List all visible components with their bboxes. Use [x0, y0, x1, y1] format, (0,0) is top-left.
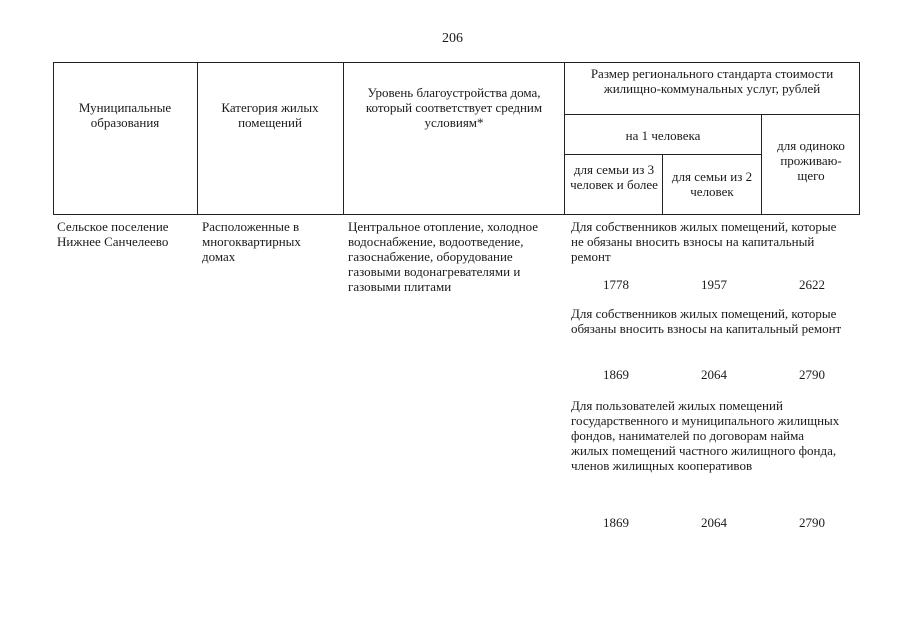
col-line-2	[343, 62, 344, 215]
group-1-value-family3: 1778	[603, 277, 629, 292]
row-category: Расположенные в многоквартирных домах	[202, 219, 301, 264]
col-line-5	[761, 114, 762, 215]
per-person-divider	[564, 114, 860, 115]
col-line-4	[662, 154, 663, 215]
group-2-value-family3: 1869	[603, 367, 629, 382]
header-per-person: на 1 человека	[625, 128, 701, 143]
group-1-label: Для собственников жилых помещений, которые не обязаны вносить взносы на капитальный ремонт	[571, 219, 837, 264]
header-family2: для семьи из 2 человек	[671, 169, 753, 199]
header-bottom-border	[53, 214, 860, 215]
group-2-value-single: 2790	[799, 367, 825, 382]
header-standard: Размер регионального стандарта стоимости жилищно-коммунальных услуг, рублей	[590, 66, 834, 96]
col-line-3	[564, 62, 565, 215]
group-3-value-single: 2790	[799, 515, 825, 530]
col-line-1	[197, 62, 198, 215]
header-single: для одиноко проживаю-щего	[777, 138, 845, 183]
header-family3: для семьи из 3 человек и более	[570, 162, 658, 192]
table-top-border	[53, 62, 860, 63]
row-municipal: Сельское поселение Нижнее Санчелеево	[57, 219, 169, 249]
group-3-value-family2: 2064	[701, 515, 727, 530]
row-level: Центральное отопление, холодное водоснабжение, водоотведение, газоснабжение, оборудование газовыми водонагревателями и газовыми плитами	[348, 219, 539, 294]
header-municipal: Муниципальные образования	[78, 100, 172, 130]
header-level: Уровень благоустройства дома, который соответствует средним условиям*	[365, 85, 543, 130]
group-1-value-single: 2622	[799, 277, 825, 292]
col-line-0	[53, 62, 54, 215]
group-1-value-family2: 1957	[701, 277, 727, 292]
group-2-label: Для собственников жилых помещений, которые обязаны вносить взносы на капитальный ремонт	[571, 306, 842, 336]
col-line-6	[859, 62, 860, 215]
page-number: 206	[442, 31, 463, 46]
header-category: Категория жилых помещений	[221, 100, 319, 130]
group-3-value-family3: 1869	[603, 515, 629, 530]
group-3-label: Для пользователей жилых помещений государственного и муниципального жилищных фондов, нанимателей по договорам найма жилых помещений частного жилищного фонда, членов жилищных кооперативов	[571, 398, 840, 473]
group-2-value-family2: 2064	[701, 367, 727, 382]
